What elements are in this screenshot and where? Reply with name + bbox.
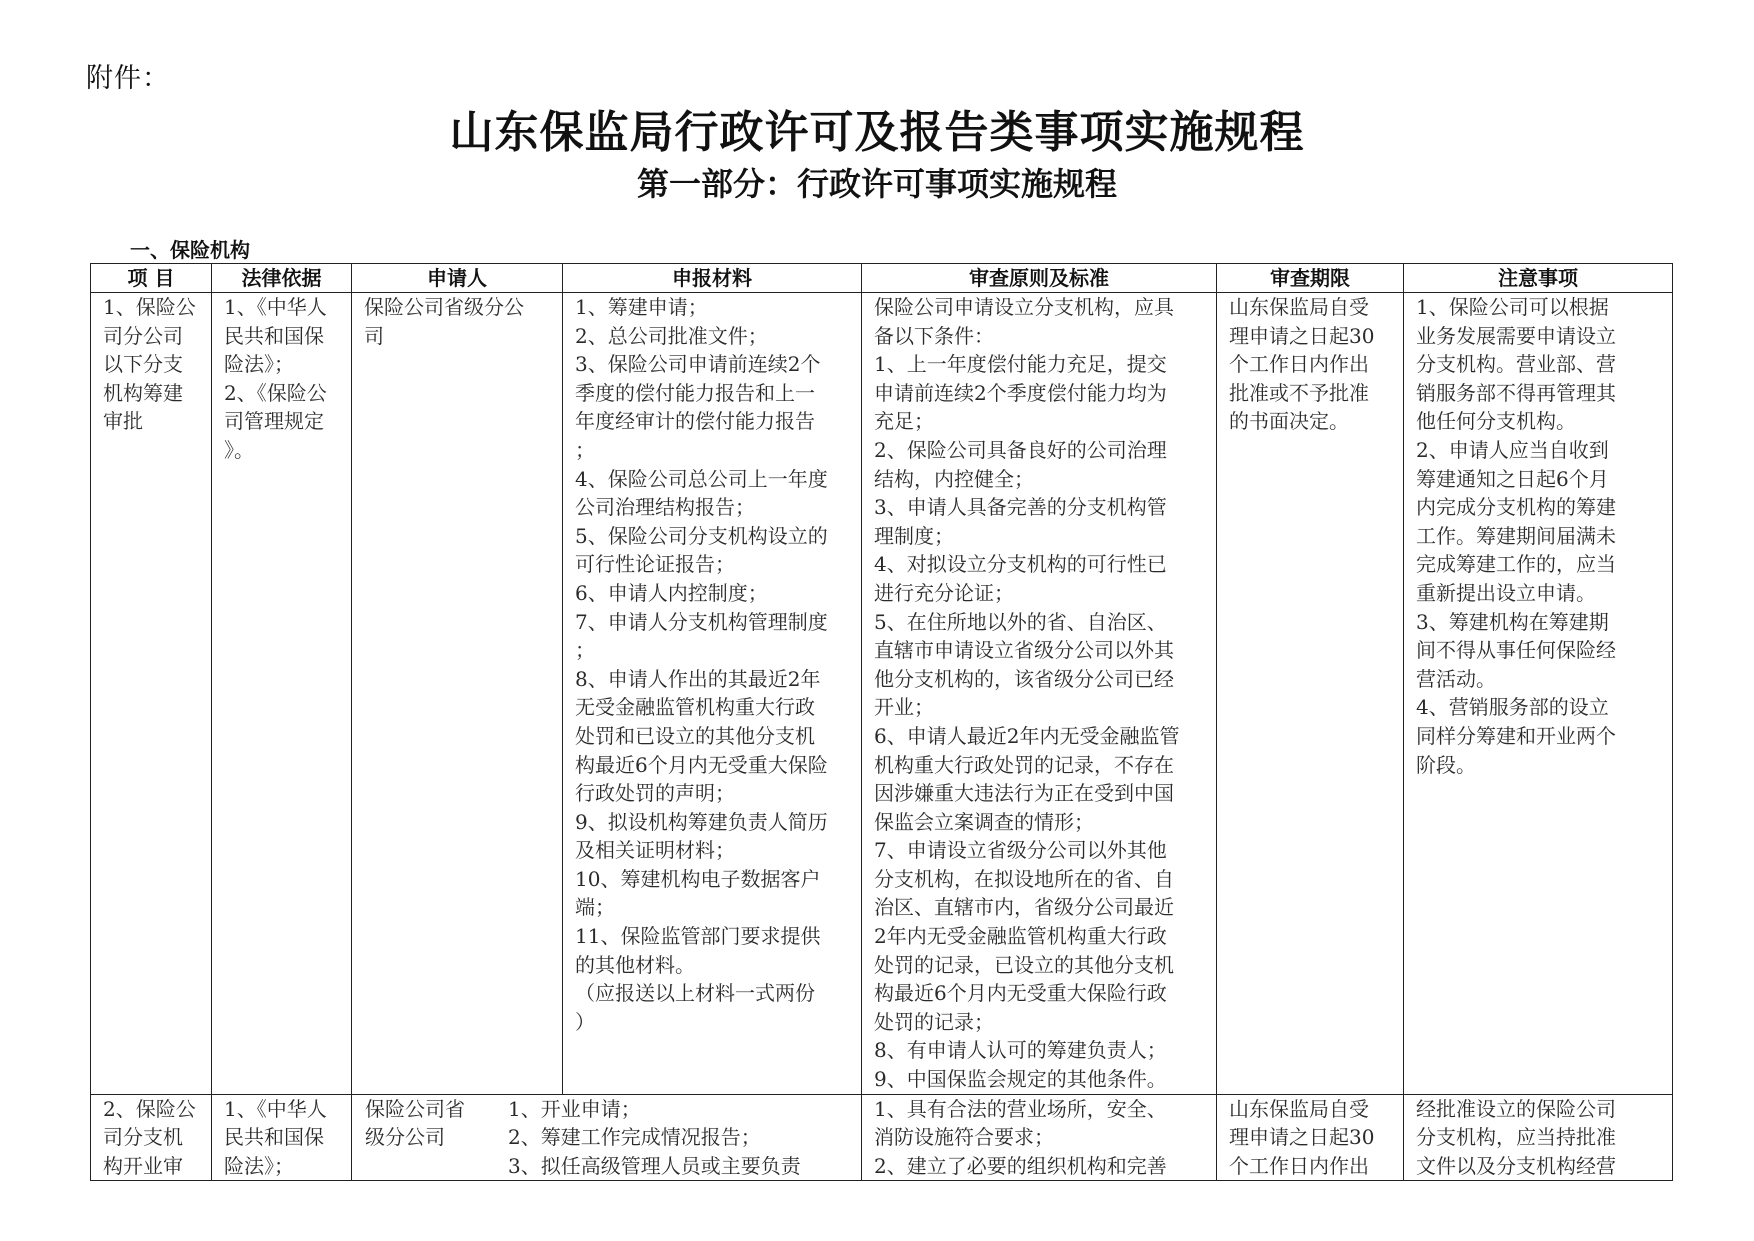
section-heading: 一、保险机构 bbox=[130, 238, 250, 262]
cell-materials-text: 1、筹建申请； 2、总公司批准文件； 3、保险公司申请前连续2个 季度的偿付能力报告和上一 年度经审计的偿付能力报告 ； 4、保险公司总公司上一年度 公司治理结构报告； 5、保险公司分支机构设立的 可行性论证报告； 6、申请人内控制度； 7、申请人分支机构管理制度 ； 8、申请人作出的其最近2年 无受金融监管机构重大行政 处罚和已设立的其他分支机 构最近6个月内无受重大保险 行政处罚的声明； 9、拟设机构筹建负责人简历 及相关证明材料； 10、筹建机构电子数据客户 端； 11、保险监管部门要求提供 的其他材料。 （应报送以上材料一式两份 ） bbox=[575, 295, 828, 1034]
cell-notes-text: 经批准设立的保险公司 分支机构，应当持批准 文件以及分支机构经营 bbox=[1416, 1096, 1616, 1178]
header-period: 审查期限 bbox=[1217, 264, 1404, 293]
document-subtitle: 第一部分：行政许可事项实施规程 bbox=[636, 165, 1117, 203]
cell-standards bbox=[862, 1094, 1217, 1181]
cell-legal-basis-text: 1、《中华人 民共和国保 险法》； bbox=[224, 1096, 327, 1178]
cell-period-text: 山东保监局自受 理申请之日起30 个工作日内作出 批准或不予批准 的书面决定。 bbox=[1229, 295, 1375, 434]
cell-notes-text: 1、保险公司可以根据 业务发展需要申请设立 分支机构。营业部、营 销服务部不得再管理其 他任何分支机构。 2、申请人应当自收到 筹建通知之日起6个月 内完成分支机构的筹建 工作。筹建期间届满未 完成筹建工作的，应当 重新提出设立申请。 3、筹建机构在筹建期 间不得从事任何保险经 营活动。 4、营销服务部的设立 同样分筹建和开业两个 阶段。 bbox=[1416, 295, 1616, 777]
document-title: 山东保监局行政许可及报告类事项实施规程 bbox=[449, 107, 1305, 158]
header-applicant: 申请人 bbox=[352, 264, 563, 293]
attachment-label: 附件： bbox=[86, 63, 170, 94]
procedures-table bbox=[90, 263, 1673, 1181]
cell-materials bbox=[563, 293, 862, 1095]
header-notes: 注意事项 bbox=[1404, 264, 1673, 293]
cell-standards-text: 保险公司申请设立分支机构，应具 备以下条件： 1、上一年度偿付能力充足，提交 申请前连续2个季度偿付能力均为 充足； 2、保险公司具备良好的公司治理 结构，内控健全； 3、申请人具备完善的分支机构管 理制度； 4、对拟设立分支机构的可行性已 进行充分论证； 5、在住所地以外的省、自治区、 直辖市申请设立省级分公司以外其 他分支机构的，该省级分公司已经 开业； 6、申请人最近2年内无受金融监管 机构重大行政处罚的记录，不存在 因涉嫌重大违法行为正在受到中国 保监会立案调查的情形； 7、申请设立省级分公司以外其他 分支机构，在拟设地所在的省、自 治区、直辖市内，省级分公司最近 2年内无受金融监管机构重大行政 处罚的记录，已设立的其他分支机 构最近6个月内无受重大保险行政 处罚的记录； 8、有申请人认可的筹建负责人； 9、中国保监会规定的其他条件。 bbox=[874, 295, 1180, 1092]
cell-legal-basis-text: 1、《中华人 民共和国保 险法》； 2、《保险公 司管理规定 》。 bbox=[224, 295, 327, 462]
cell-item bbox=[91, 293, 212, 1095]
cell-notes bbox=[1404, 293, 1673, 1095]
cell-legal-basis bbox=[212, 293, 352, 1095]
header-item: 项 目 bbox=[91, 264, 212, 293]
cell-notes bbox=[1404, 1094, 1673, 1181]
cell-period bbox=[1217, 1094, 1404, 1181]
cell-item-text: 2、保险公 司分支机 构开业审 bbox=[103, 1096, 196, 1178]
cell-period bbox=[1217, 293, 1404, 1095]
header-materials: 申报材料 bbox=[563, 264, 862, 293]
cell-materials-text: 1、开业申请； 2、筹建工作完成情况报告； 3、拟任高级管理人员或主要负责 bbox=[508, 1096, 801, 1178]
table-header-row bbox=[91, 264, 1673, 293]
table-row bbox=[91, 1094, 1673, 1181]
cell-item bbox=[91, 1094, 212, 1181]
cell-standards-text: 1、具有合法的营业场所，安全、 消防设施符合要求； 2、建立了必要的组织机构和完善 bbox=[874, 1096, 1167, 1178]
cell-applicant bbox=[352, 293, 563, 1095]
cell-applicant-and-materials bbox=[352, 1094, 862, 1181]
header-legal-basis: 法律依据 bbox=[212, 264, 352, 293]
cell-applicant-text: 保险公司省级分公 司 bbox=[364, 295, 524, 348]
header-standards: 审查原则及标准 bbox=[862, 264, 1217, 293]
cell-item-text: 1、保险公 司分公司 以下分支 机构筹建 审批 bbox=[103, 295, 196, 434]
cell-standards bbox=[862, 293, 1217, 1095]
table-row bbox=[91, 293, 1673, 1095]
cell-period-text: 山东保监局自受 理申请之日起30 个工作日内作出 bbox=[1229, 1096, 1375, 1178]
cell-legal-basis bbox=[212, 1094, 352, 1181]
cell-applicant-text: 保险公司省 级分公司 bbox=[365, 1096, 465, 1150]
